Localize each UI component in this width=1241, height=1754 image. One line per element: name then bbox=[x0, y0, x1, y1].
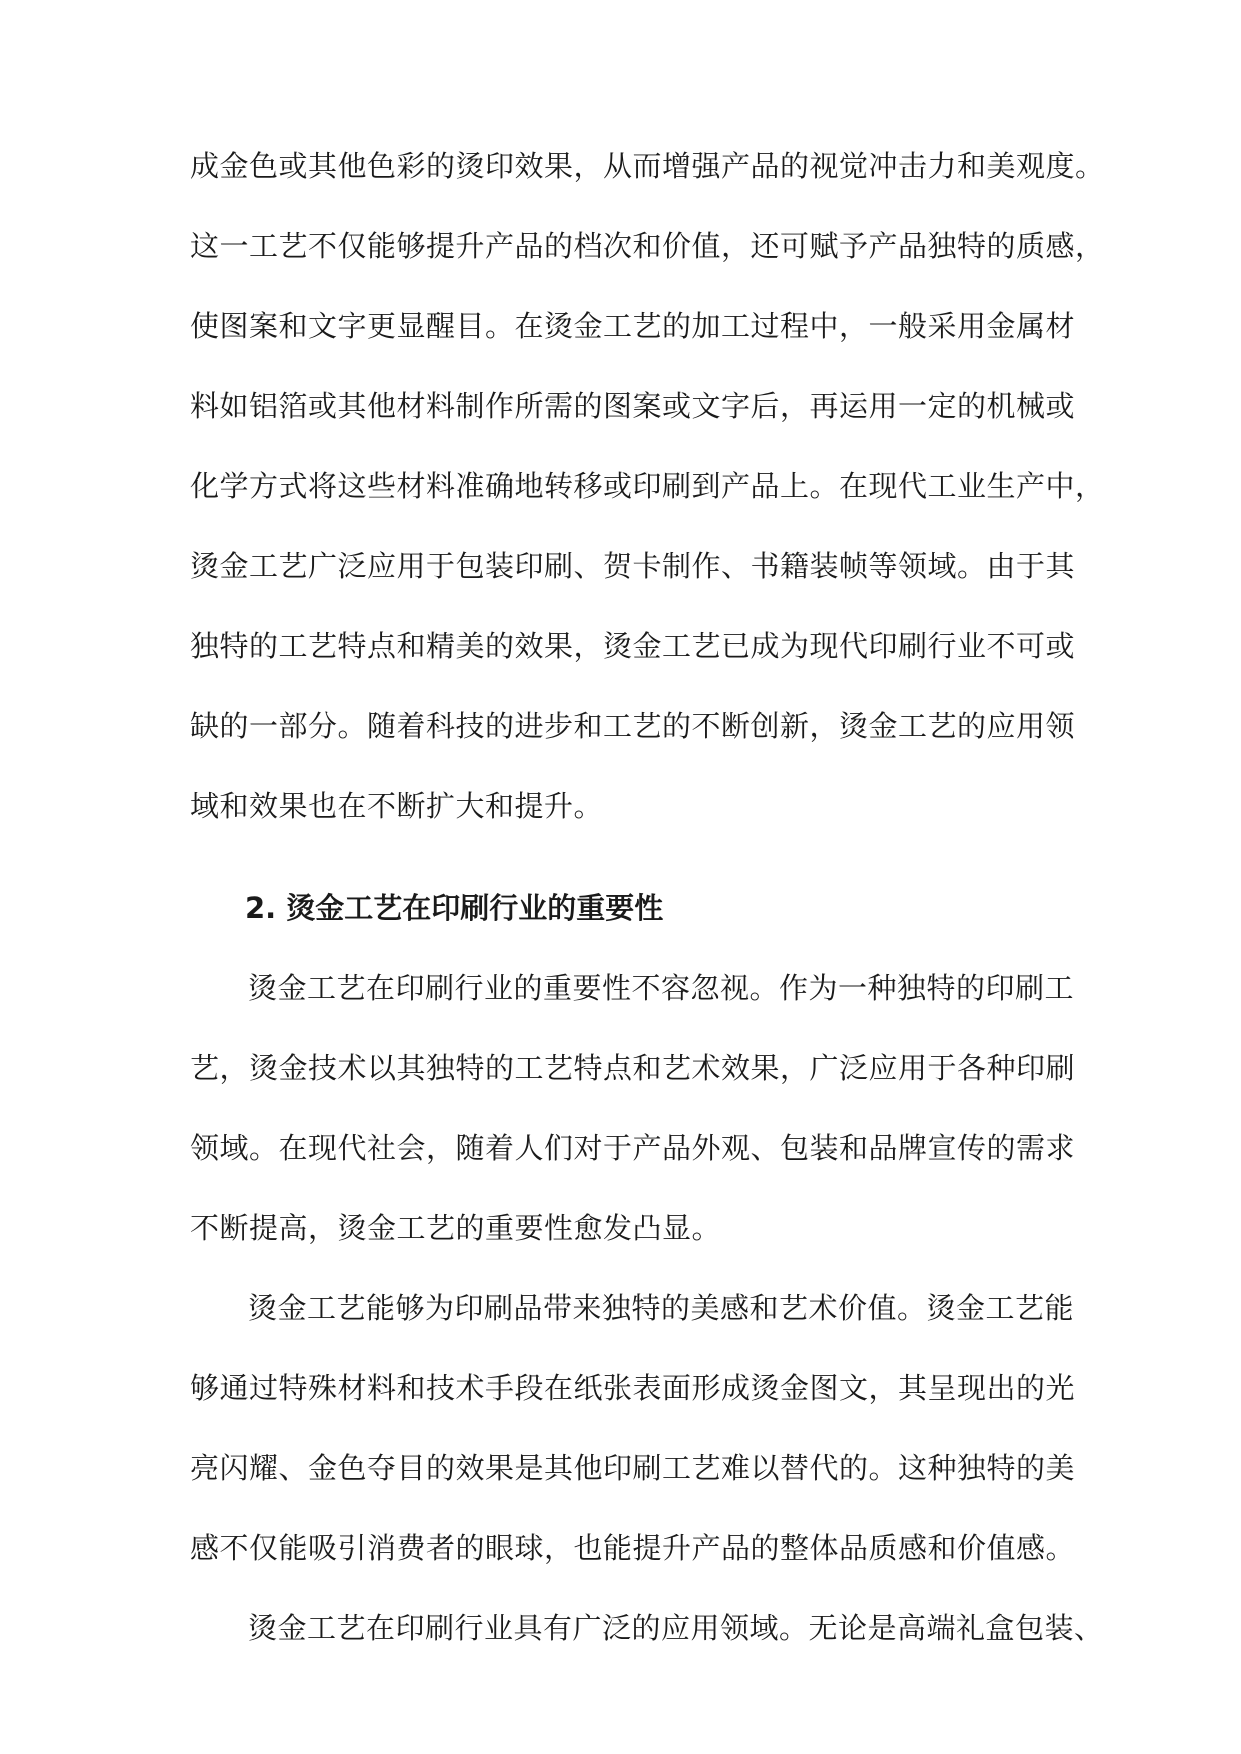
text-line: 域和效果也在不断扩大和提升。 bbox=[190, 789, 604, 823]
text-line: 亮闪耀、金色夺目的效果是其他印刷工艺难以替代的。这种独特的美 bbox=[190, 1451, 1076, 1485]
text-line: 料如铝箔或其他材料制作所需的图案或文字后，再运用一定的机械或 bbox=[190, 389, 1076, 423]
text-line: 这一工艺不仅能够提升产品的档次和价值，还可赋予产品独特的质感， bbox=[190, 229, 1105, 263]
text-line: 烫金工艺能够为印刷品带来独特的美感和艺术价值。烫金工艺能 bbox=[248, 1291, 1075, 1325]
text-line: 感不仅能吸引消费者的眼球，也能提升产品的整体品质感和价值感。 bbox=[190, 1531, 1076, 1565]
text-line: 独特的工艺特点和精美的效果，烫金工艺已成为现代印刷行业不可或 bbox=[190, 629, 1076, 663]
text-line: 使图案和文字更显醒目。在烫金工艺的加工过程中，一般采用金属材 bbox=[190, 309, 1076, 343]
text-line: 不断提高，烫金工艺的重要性愈发凸显。 bbox=[190, 1211, 722, 1245]
text-line: 成金色或其他色彩的烫印效果，从而增强产品的视觉冲击力和美观度。 bbox=[190, 149, 1105, 183]
text-line: 烫金工艺广泛应用于包装印刷、贺卡制作、书籍装帧等领域。由于其 bbox=[190, 549, 1076, 583]
text-line: 缺的一部分。随着科技的进步和工艺的不断创新，烫金工艺的应用领 bbox=[190, 709, 1076, 743]
text-line: 够通过特殊材料和技术手段在纸张表面形成烫金图文，其呈现出的光 bbox=[190, 1371, 1076, 1405]
text-line: 化学方式将这些材料准确地转移或印刷到产品上。在现代工业生产中， bbox=[190, 469, 1105, 503]
section-heading: 2. 烫金工艺在印刷行业的重要性 bbox=[245, 891, 664, 925]
text-line: 领域。在现代社会，随着人们对于产品外观、包装和品牌宣传的需求 bbox=[190, 1131, 1076, 1165]
text-line: 艺，烫金技术以其独特的工艺特点和艺术效果，广泛应用于各种印刷 bbox=[190, 1051, 1076, 1085]
text-line: 烫金工艺在印刷行业具有广泛的应用领域。无论是高端礼盒包装、 bbox=[248, 1611, 1104, 1645]
text-line: 烫金工艺在印刷行业的重要性不容忽视。作为一种独特的印刷工 bbox=[248, 971, 1075, 1005]
